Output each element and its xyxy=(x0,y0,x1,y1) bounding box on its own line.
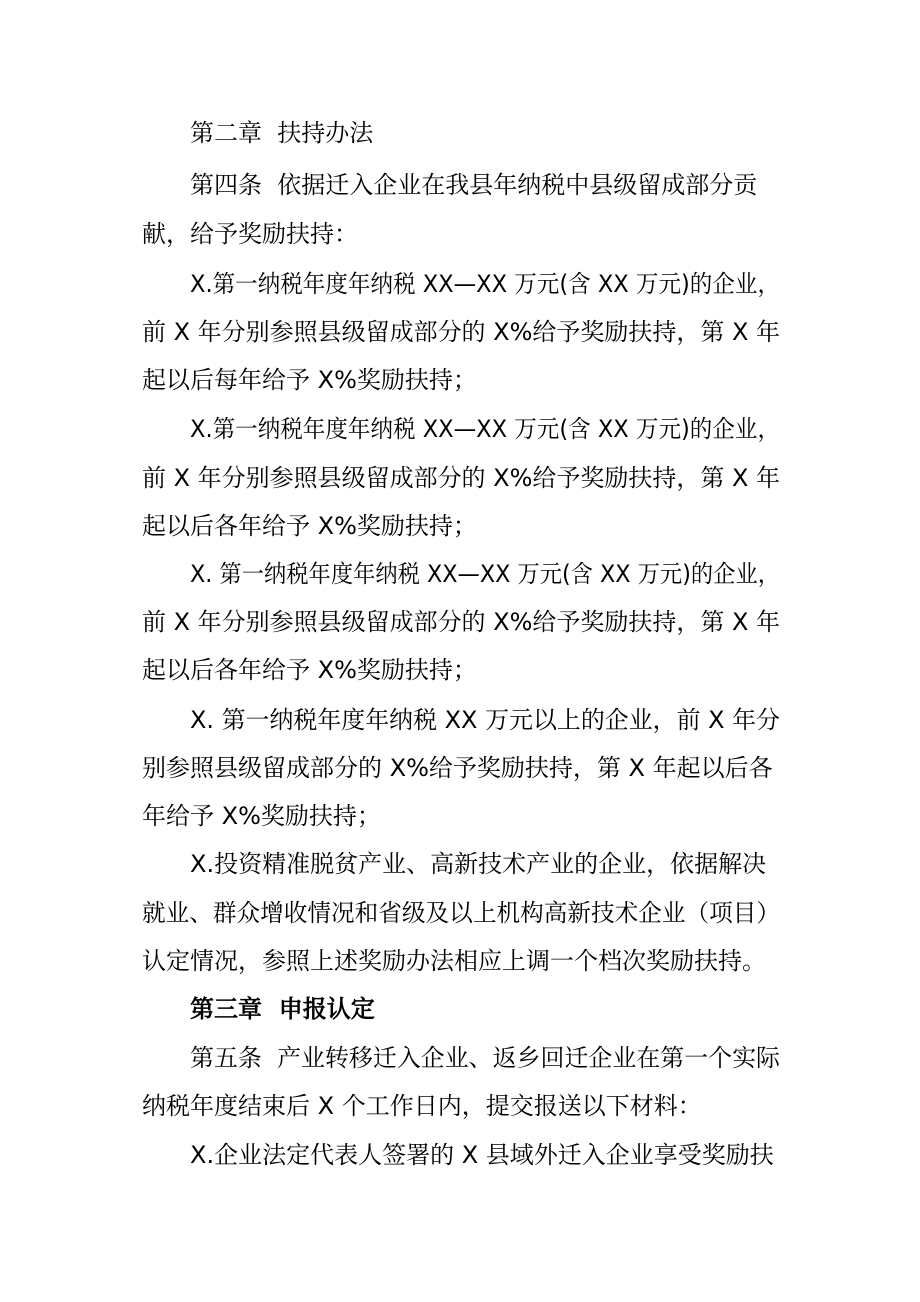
clause-line xyxy=(0,412,920,446)
line-text: 前 X 年分别参照县级留成部分的 X%给予奖励扶持，第 X 年 xyxy=(142,608,780,636)
article-paragraph-line xyxy=(0,168,920,202)
clause-line xyxy=(0,557,920,591)
clause-line xyxy=(0,703,920,737)
line-text: X.企业法定代表人签署的 X 县域外迁入企业享受奖励扶 xyxy=(190,1141,774,1169)
line-text: X.第一纳税年度年纳税 XX—XX 万元(含 XX 万元)的企业， xyxy=(190,270,780,298)
line-text: X.第一纳税年度年纳税 XX—XX 万元(含 XX 万元)的企业， xyxy=(190,415,780,443)
line-text: 别参照县级留成部分的 X%给予奖励扶持，第 X 年起以后各 xyxy=(142,754,773,782)
line-text: 起以后各年给予 X%奖励扶持； xyxy=(142,512,477,540)
line-text: 起以后各年给予 X%奖励扶持； xyxy=(142,656,477,684)
article-paragraph-line xyxy=(0,1089,920,1123)
chapter-heading xyxy=(0,992,920,1026)
line-text: 纳税年度结束后 X 个工作日内，提交报送以下材料： xyxy=(142,1092,702,1120)
article-paragraph-line xyxy=(0,1041,920,1075)
line-text: 献，给予奖励扶持： xyxy=(142,220,358,248)
line-text: 年给予 X%奖励扶持； xyxy=(142,802,381,830)
line-text: 第四条 依据迁入企业在我县年纳税中县级留成部分贡 xyxy=(190,171,758,199)
line-text: 前 X 年分别参照县级留成部分的 X%给予奖励扶持，第 X 年 xyxy=(142,464,780,492)
line-text: 第二章 扶持办法 xyxy=(190,119,374,147)
clause-line xyxy=(0,896,920,930)
clause-line xyxy=(0,509,920,543)
line-text: X. 第一纳税年度年纳税 XX 万元以上的企业，前 X 年分 xyxy=(190,706,780,734)
line-text: 认定情况，参照上述奖励办法相应上调一个档次奖励扶持。 xyxy=(142,947,766,975)
clause-line xyxy=(0,799,920,833)
clause-line xyxy=(0,653,920,687)
line-text: 第三章 申报认定 xyxy=(190,995,375,1023)
clause-line xyxy=(0,363,920,397)
line-text: 起以后每年给予 X%奖励扶持； xyxy=(142,366,477,394)
clause-line xyxy=(0,605,920,639)
chapter-heading xyxy=(0,116,920,150)
line-text: 前 X 年分别参照县级留成部分的 X%给予奖励扶持，第 X 年 xyxy=(142,318,780,346)
clause-line xyxy=(0,1138,920,1172)
line-text: X. 第一纳税年度年纳税 XX—XX 万元(含 XX 万元)的企业， xyxy=(190,560,780,588)
clause-line xyxy=(0,267,920,301)
clause-line xyxy=(0,847,920,881)
line-text: 第五条 产业转移迁入企业、返乡回迁企业在第一个实际 xyxy=(190,1044,780,1072)
clause-line xyxy=(0,315,920,349)
line-text: 就业、群众增收情况和省级及以上机构高新技术企业（项目） xyxy=(142,899,780,927)
clause-line xyxy=(0,751,920,785)
clause-line xyxy=(0,944,920,978)
clause-line xyxy=(0,461,920,495)
article-paragraph-line xyxy=(0,217,920,251)
line-text: X.投资精准脱贫产业、高新技术产业的企业，依据解决 xyxy=(190,850,767,878)
